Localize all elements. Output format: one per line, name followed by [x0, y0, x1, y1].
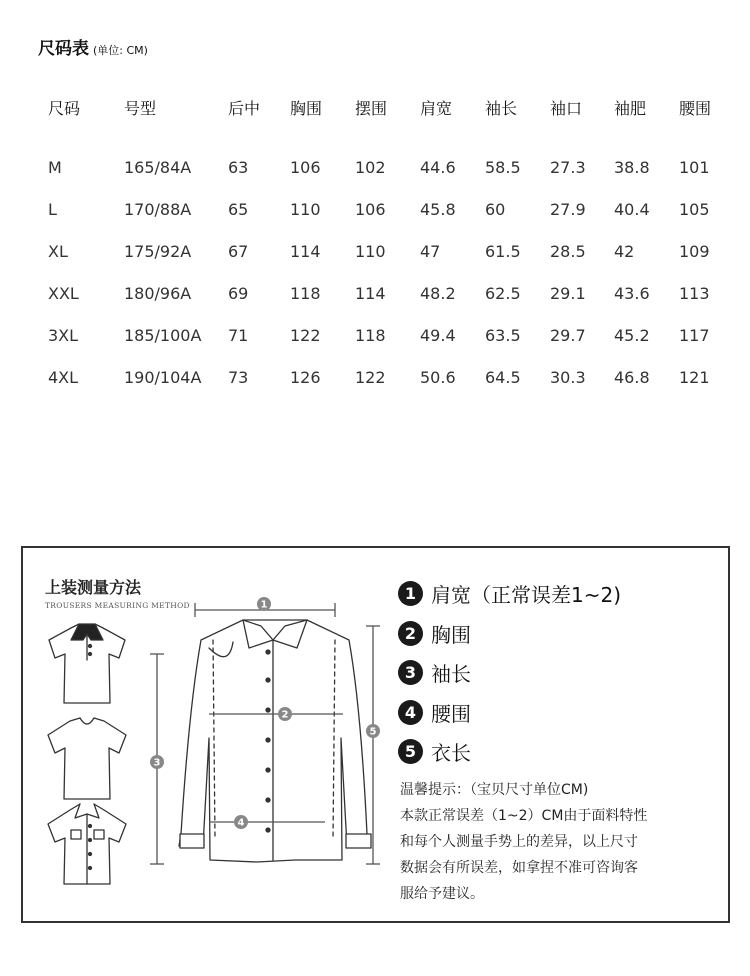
legend-item-chest [398, 614, 621, 654]
table-cell: 29.1 [550, 283, 586, 303]
legend-label: 衣长 [431, 741, 471, 766]
table-row [30, 230, 733, 272]
table-cell: 61.5 [485, 241, 521, 261]
header-cell: 摆围 [355, 98, 388, 118]
table-cell: 106 [290, 157, 321, 177]
header-cell: 胸围 [290, 98, 323, 118]
table-cell: 190/104A [124, 367, 202, 387]
marker-3 [150, 755, 164, 769]
table-cell: 69 [228, 283, 249, 303]
table-cell: 117 [679, 325, 710, 345]
measuring-guide-panel [21, 546, 730, 923]
marker-label: 4 [237, 817, 245, 829]
title-text: 尺码表 [38, 39, 89, 59]
unit-label: (单位: CM) [93, 44, 148, 57]
marker-label: 5 [369, 726, 377, 738]
header-cell: 袖肥 [614, 98, 647, 118]
table-row [30, 356, 733, 398]
table-cell: 50.6 [420, 367, 456, 387]
polo-shirt-icon [49, 624, 125, 703]
table-row [30, 188, 733, 230]
table-cell: 44.6 [420, 157, 456, 177]
marker-label: 1 [260, 599, 268, 611]
table-cell: 40.4 [614, 199, 650, 219]
table-cell: 165/84A [124, 157, 192, 177]
header-row [30, 88, 733, 126]
table-cell: 62.5 [485, 283, 521, 303]
table-cell: 110 [355, 241, 386, 261]
number-badge: 4 [398, 700, 423, 725]
table-cell: 175/92A [124, 241, 192, 261]
table-cell: 46.8 [614, 367, 650, 387]
table-cell: 27.3 [550, 157, 586, 177]
table-row [30, 314, 733, 356]
table-cell: 42 [614, 241, 635, 261]
table-cell: L [48, 199, 57, 219]
header-cell: 腰围 [679, 98, 712, 118]
tip-note [400, 777, 700, 907]
table-cell: 48.2 [420, 283, 456, 303]
table-cell: 47 [420, 241, 441, 261]
table-cell: 43.6 [614, 283, 650, 303]
table-cell: 114 [355, 283, 386, 303]
number-badge: 2 [398, 621, 423, 646]
header-cell: 后中 [228, 98, 261, 118]
table-cell: 105 [679, 199, 710, 219]
marker-label: 3 [153, 757, 161, 769]
table-cell: 170/88A [124, 199, 192, 219]
table-cell: 122 [290, 325, 321, 345]
header-cell: 袖长 [485, 98, 518, 118]
table-cell: 121 [679, 367, 710, 387]
table-cell: XXL [48, 283, 79, 303]
table-cell: 101 [679, 157, 710, 177]
table-cell: 106 [355, 199, 386, 219]
table-cell: 3XL [48, 325, 79, 345]
table-cell: 27.9 [550, 199, 586, 219]
header-cell: 袖口 [550, 98, 583, 118]
note-line: 和每个人测量手势上的差异，以上尺寸 [400, 834, 638, 850]
marker-4 [234, 815, 248, 829]
legend-item-sleeve [398, 653, 621, 693]
page-title [38, 34, 148, 59]
size-table [30, 88, 733, 398]
table-cell: 109 [679, 241, 710, 261]
table-cell: XL [48, 241, 68, 261]
table-row [30, 272, 733, 314]
table-cell: 180/96A [124, 283, 192, 303]
number-badge: 5 [398, 739, 423, 764]
table-cell: 49.4 [420, 325, 456, 345]
table-cell: 45.2 [614, 325, 650, 345]
spacer-row [30, 126, 733, 146]
table-cell: 122 [355, 367, 386, 387]
table-cell: 113 [679, 283, 710, 303]
header-cell: 号型 [124, 98, 157, 118]
table-cell: 118 [355, 325, 386, 345]
table-cell: 126 [290, 367, 321, 387]
guide-title: 上装测量方法 [45, 578, 142, 597]
table-cell: 4XL [48, 367, 79, 387]
table-cell: 102 [355, 157, 386, 177]
marker-1 [257, 597, 271, 611]
measurement-legend [398, 574, 621, 772]
number-badge: 1 [398, 581, 423, 606]
note-line: 本款正常误差（1~2）CM由于面料特性 [400, 808, 648, 824]
marker-5 [366, 724, 380, 738]
table-cell: 118 [290, 283, 321, 303]
legend-label: 腰围 [431, 701, 471, 726]
table-cell: 73 [228, 367, 249, 387]
table-cell: 67 [228, 241, 249, 261]
guide-subtitle: TROUSERS MEASURING METHOD [45, 601, 190, 610]
legend-item-shoulder [398, 574, 621, 614]
legend-item-waist [398, 693, 621, 733]
table-cell: 45.8 [420, 199, 456, 219]
table-cell: 30.3 [550, 367, 586, 387]
note-line: 服给予建议。 [400, 886, 484, 902]
table-row [30, 146, 733, 188]
table-cell: 29.7 [550, 325, 586, 345]
long-sleeve-shirt-icon [179, 620, 371, 862]
table-cell: 28.5 [550, 241, 586, 261]
table-cell: 65 [228, 199, 249, 219]
table-cell: 63 [228, 157, 249, 177]
table-cell: 38.8 [614, 157, 650, 177]
table-cell: 64.5 [485, 367, 521, 387]
table-cell: 114 [290, 241, 321, 261]
button-shirt-icon [48, 804, 126, 884]
table-cell: M [48, 157, 62, 177]
table-cell: 71 [228, 325, 249, 345]
note-line: 数据会有所误差，如拿捏不准可咨询客 [400, 860, 638, 876]
number-badge: 3 [398, 660, 423, 685]
note-line: 温馨提示：（宝贝尺寸单位CM) [400, 782, 589, 798]
legend-label: 肩宽（正常误差1~2) [431, 583, 622, 608]
marker-2 [278, 707, 292, 721]
header-cell: 肩宽 [420, 98, 453, 118]
legend-label: 袖长 [431, 662, 471, 687]
table-cell: 185/100A [124, 325, 202, 345]
table-cell: 60 [485, 199, 506, 219]
table-cell: 58.5 [485, 157, 521, 177]
table-cell: 63.5 [485, 325, 521, 345]
legend-item-length [398, 732, 621, 772]
t-shirt-icon [48, 718, 126, 799]
marker-label: 2 [281, 709, 289, 721]
table-cell: 110 [290, 199, 321, 219]
header-cell: 尺码 [48, 98, 81, 118]
legend-label: 胸围 [431, 622, 471, 647]
